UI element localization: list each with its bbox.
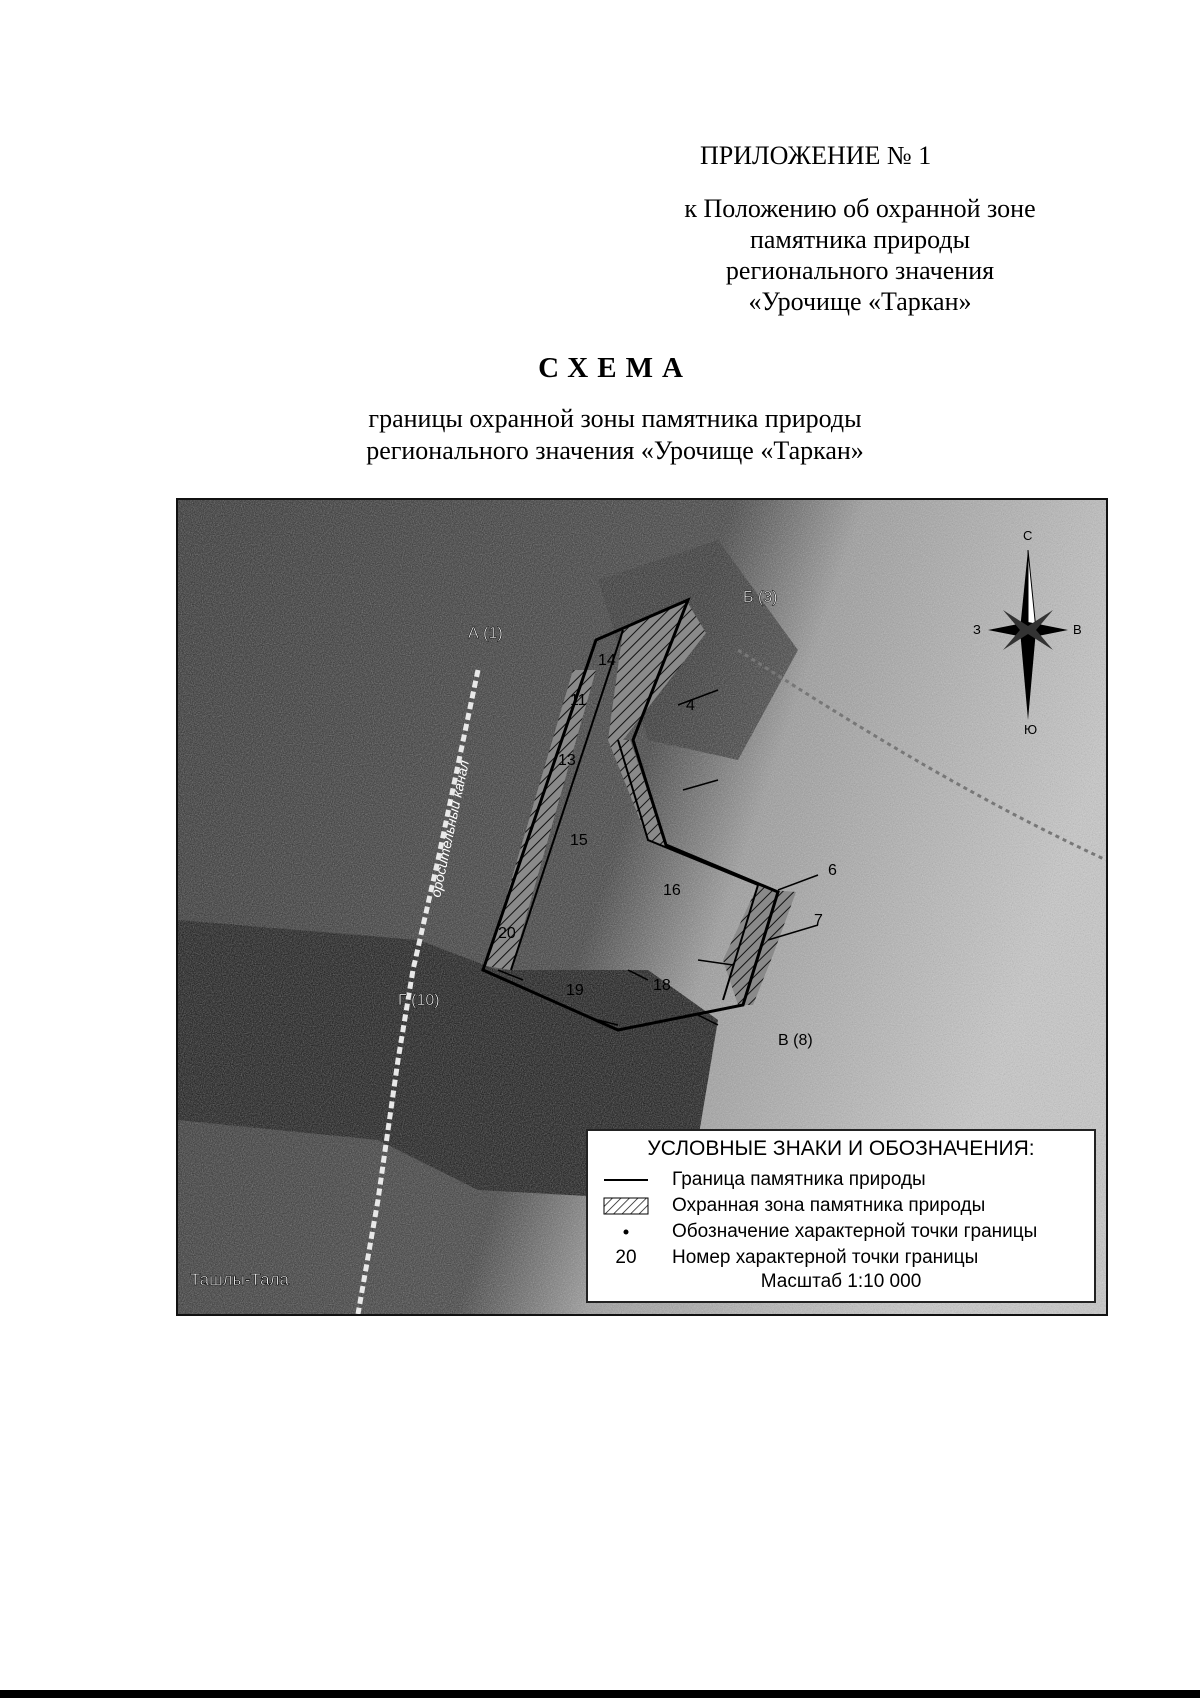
compass-west: З xyxy=(973,622,981,637)
scheme-subtitle-line: регионального значения «Урочище «Таркан» xyxy=(366,436,864,465)
annex-line: к Положению об охранной зоне xyxy=(684,194,1036,223)
point-label-16: 16 xyxy=(663,882,681,899)
legend-dot-symbol xyxy=(600,1219,652,1245)
compass-south: Ю xyxy=(1024,722,1038,737)
point-label-18: 18 xyxy=(653,977,671,994)
point-label-11: 11 xyxy=(570,692,587,709)
map-legend xyxy=(586,1129,1096,1303)
point-label-6: 6 xyxy=(828,862,837,879)
annex-line: памятника природы xyxy=(749,225,971,254)
point-label-15: 15 xyxy=(570,832,588,849)
annex-subtitle xyxy=(650,193,1070,317)
annex-line: «Урочище «Таркан» xyxy=(748,287,972,316)
corner-label-v: В (8) xyxy=(778,1032,813,1049)
legend-label: Обозначение характерной точки границы xyxy=(672,1221,1038,1242)
legend-row-point xyxy=(588,1219,1094,1245)
point-label-7: 7 xyxy=(814,912,823,929)
legend-row-boundary xyxy=(588,1167,1094,1193)
legend-hatch-symbol xyxy=(600,1193,652,1219)
point-label-19: 19 xyxy=(566,982,584,999)
annex-line: регионального значения xyxy=(725,256,995,285)
legend-title: УСЛОВНЫЕ ЗНАКИ И ОБОЗНАЧЕНИЯ: xyxy=(647,1137,1035,1160)
legend-row-number xyxy=(588,1245,1094,1271)
canal-label: оросительный канал xyxy=(427,758,472,899)
legend-scale: Масштаб 1:10 000 xyxy=(760,1271,922,1292)
scheme-subtitle xyxy=(260,403,970,467)
point-label-14: 14 xyxy=(598,652,616,669)
satellite-map xyxy=(176,498,1108,1316)
annex-title: ПРИЛОЖЕНИЕ № 1 xyxy=(700,141,932,170)
legend-row-zone xyxy=(588,1193,1094,1219)
compass-east: В xyxy=(1073,622,1082,637)
corner-label-b: Б (3) xyxy=(743,589,778,606)
point-label-20: 20 xyxy=(498,925,516,942)
scan-edge-bar xyxy=(0,1690,1200,1698)
corner-label-g: Г (10) xyxy=(398,992,440,1009)
village-label: Ташлы-Тала xyxy=(190,1270,289,1289)
point-label-13: 13 xyxy=(558,752,576,769)
point-label-4: 4 xyxy=(686,697,695,714)
legend-label: Граница памятника природы xyxy=(672,1169,926,1190)
compass-north: С xyxy=(1023,528,1033,543)
scheme-title: СХЕМА xyxy=(538,352,692,384)
legend-label: Номер характерной точки границы xyxy=(672,1247,979,1268)
scheme-subtitle-line: границы охранной зоны памятника природы xyxy=(368,404,862,433)
legend-line-symbol xyxy=(600,1167,652,1193)
corner-label-a: А (1) xyxy=(468,625,503,642)
legend-number-sample: 20 xyxy=(615,1247,637,1268)
legend-label: Охранная зона памятника природы xyxy=(672,1195,986,1216)
